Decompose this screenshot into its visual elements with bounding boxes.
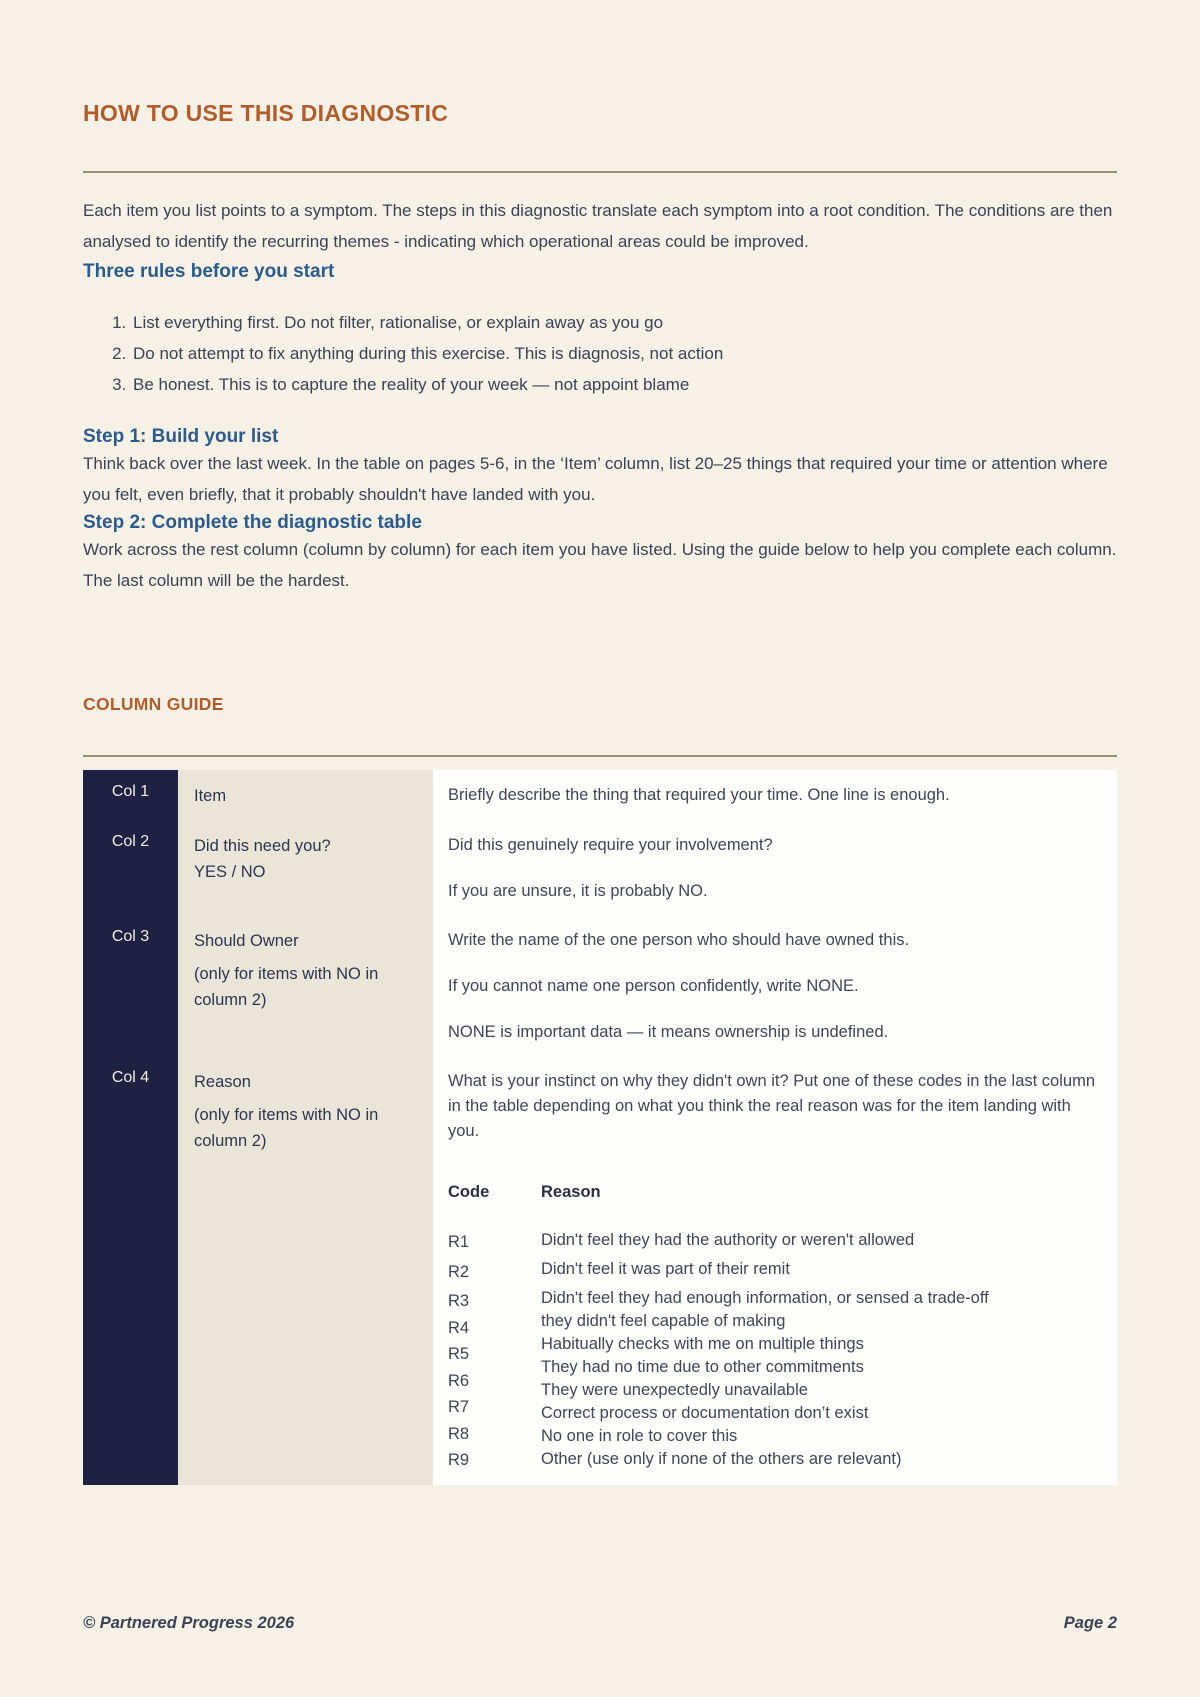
- col3-desc-cell: [433, 915, 1117, 1056]
- reason-header: Reason: [541, 1183, 601, 1201]
- col2-name: Did this need you?: [194, 837, 331, 855]
- col1-name: Item: [194, 787, 227, 805]
- reason-r4: Habitually checks with me on multiple things: [541, 1335, 864, 1353]
- col4-desc: What is your instinct on why they didn't own it? Put one of these codes in the last column in the table depending on what you think the real reason was for the item landing with you.: [448, 1072, 1095, 1140]
- step2-paragraph: Work across the rest column (column by column) for each item you have listed. Using the guide below to help you complete each column. The last column will be the hardest.: [83, 540, 1117, 590]
- divider-column-guide: [83, 755, 1117, 757]
- code-list: [448, 1229, 541, 1474]
- rule-item-2: 2. Do not attempt to fix anything during this exercise. This is diagnosis, not action: [131, 338, 1117, 369]
- reason-r6: They were unexpectedly unavailable: [541, 1381, 808, 1399]
- reason-r9: Other (use only if none of the others are relevant): [541, 1450, 902, 1468]
- code-header: Code: [448, 1183, 490, 1201]
- col2-name-cell: [178, 820, 433, 915]
- rules-heading: Three rules before you start: [83, 261, 335, 282]
- code-table-body: [448, 1229, 1095, 1474]
- column-guide-title: COLUMN GUIDE: [83, 694, 224, 714]
- code-r6: R6: [448, 1371, 470, 1390]
- col1-name-cell: [178, 770, 433, 820]
- col3-desc-2: If you cannot name one person confidently, write NONE.: [448, 977, 859, 995]
- code-table-header: [448, 1180, 1095, 1205]
- col2-desc-2: If you are unsure, it is probably NO.: [448, 882, 708, 900]
- col2-label-cell: Col 2: [83, 820, 178, 915]
- code-r2: R2: [448, 1262, 470, 1281]
- reason-r5: They had no time due to other commitments: [541, 1358, 864, 1376]
- col3-name: Should Owner: [194, 932, 299, 950]
- code-r3: R3: [448, 1292, 470, 1310]
- page-title: HOW TO USE THIS DIAGNOSTIC: [83, 100, 449, 126]
- reason-r1: Didn't feel they had the authority or weren't allowed: [541, 1231, 915, 1249]
- col4-name: Reason: [194, 1073, 251, 1091]
- column-guide-table: [83, 770, 1117, 1485]
- col1-label-cell: Col 1: [83, 770, 178, 820]
- col3-label-cell: Col 3: [83, 915, 178, 1056]
- code-r7: R7: [448, 1398, 470, 1416]
- col3-name-cell: [178, 915, 433, 1056]
- col2-desc-cell: [433, 820, 1117, 915]
- reason-r3: Didn't feel they had enough information, or sensed a trade-off they didn't feel capable of making: [541, 1289, 989, 1330]
- reason-list: [541, 1229, 993, 1474]
- step1-heading: Step 1: Build your list: [83, 426, 279, 447]
- col2-note: YES / NO: [194, 863, 266, 881]
- col3-note: (only for items with NO in column 2): [194, 965, 379, 1009]
- code-r1: R1: [448, 1233, 470, 1251]
- rule-item-1: 1. List everything first. Do not filter, rationalise, or explain away as you go: [131, 307, 1117, 338]
- footer-copyright: © Partnered Progress 2026: [83, 1614, 295, 1632]
- col4-desc-cell: [433, 1056, 1117, 1485]
- code-r8: R8: [448, 1424, 470, 1443]
- rules-list: [83, 307, 1117, 400]
- step2-heading: Step 2: Complete the diagnostic table: [83, 512, 422, 533]
- code-r9: R9: [448, 1451, 470, 1469]
- divider-top: [83, 171, 1117, 173]
- reason-r7: Correct process or documentation don’t exist: [541, 1404, 869, 1422]
- col3-desc-3: NONE is important data — it means ownership is undefined.: [448, 1023, 889, 1041]
- col1-desc: Briefly describe the thing that required your time. One line is enough.: [448, 786, 950, 804]
- code-r4: R4: [448, 1318, 470, 1337]
- col4-label-cell: Col 4: [83, 1056, 178, 1485]
- code-r5: R5: [448, 1345, 470, 1363]
- col4-note: (only for items with NO in column 2): [194, 1106, 379, 1150]
- reason-r2: Didn't feel it was part of their remit: [541, 1260, 790, 1278]
- col2-desc-1: Did this genuinely require your involvement?: [448, 836, 773, 854]
- reason-r8: No one in role to cover this: [541, 1427, 738, 1445]
- page-footer: [83, 1614, 1117, 1633]
- col3-desc-1: Write the name of the one person who should have owned this.: [448, 931, 910, 949]
- rule-item-3: 3. Be honest. This is to capture the reality of your week — not appoint blame: [131, 369, 1117, 400]
- intro-paragraph: Each item you list points to a symptom. The steps in this diagnostic translate each symptom into a root condition. The conditions are then analysed to identify the recurring themes - indicating which operational areas could be improved.: [83, 201, 1113, 251]
- footer-page-number: Page 2: [1063, 1614, 1117, 1632]
- col4-name-cell: [178, 1056, 433, 1485]
- col1-desc-cell: [433, 770, 1117, 820]
- step1-paragraph: Think back over the last week. In the table on pages 5-6, in the ‘Item’ column, list 20–25 things that required your time or attention where you felt, even briefly, that it probably shouldn't have landed with you.: [83, 454, 1108, 504]
